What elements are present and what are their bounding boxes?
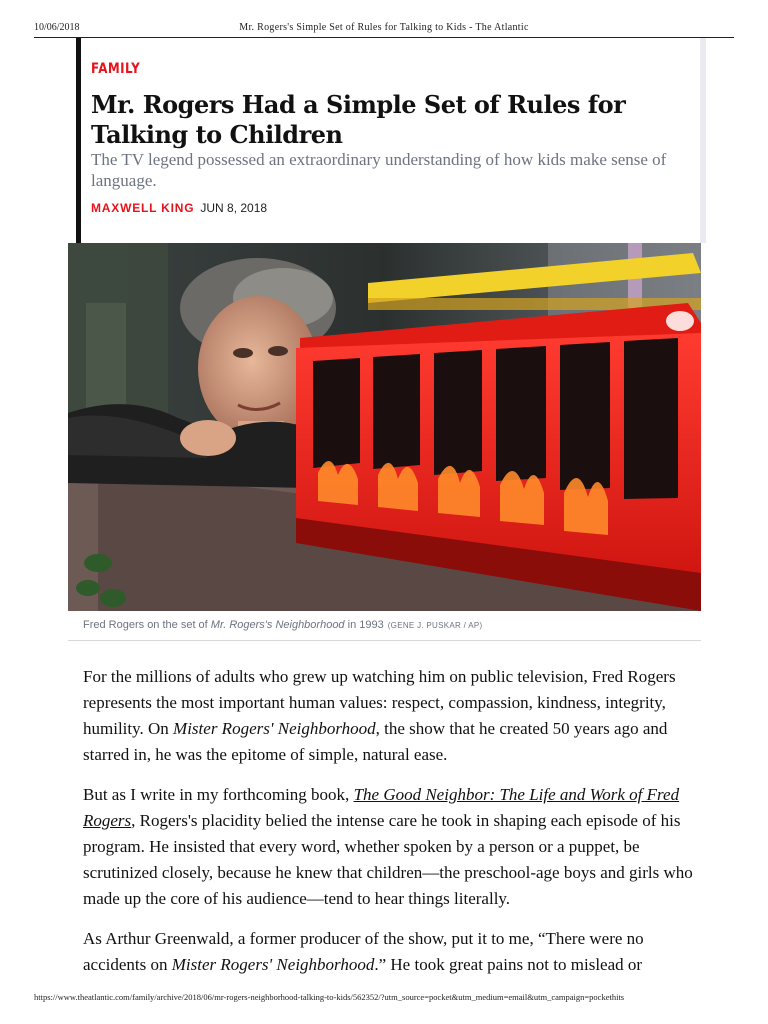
paragraph-2: [83, 782, 693, 912]
caption-suffix: in 1993: [344, 619, 384, 631]
publish-date: JUN 8, 2018: [200, 201, 268, 215]
print-header: [34, 20, 734, 38]
paragraph-1-text-a: For the millions of adults who grew up watching him on public television, Fred Rogers represents the most important human values: respect, compassion, kindness, integrity, humility. On: [83, 667, 676, 738]
author-link[interactable]: MAXWELL KING: [91, 201, 195, 215]
print-date: 10/06/2018: [34, 22, 80, 33]
paragraph-3-text-b: .” He took great pains not to mislead or: [374, 955, 643, 974]
image-caption: [68, 611, 701, 641]
paragraph-1: [83, 664, 693, 768]
byline: [91, 201, 267, 215]
section-link[interactable]: FAMILY: [91, 61, 141, 77]
paragraph-2-text-a: But as I write in my forthcoming book,: [83, 785, 354, 804]
paragraph-2-text-b: , Rogers's placidity belied the intense care he took in shaping each episode of his program. He insisted that every word, whether spoken by a person or a puppet, be scrutinized closely, because he knew that children—the preschool-age boys and girls who made up the core of his audience—tend to hear things literally.: [83, 811, 693, 908]
article-headline: Mr. Rogers Had a Simple Set of Rules for Talking to Children: [91, 90, 626, 149]
print-footer-url: https://www.theatlantic.com/family/archive/2018/06/mr-rogers-neighborhood-talking-to-kids/562352/?utm_source=pocket&utm_medium=email&utm_campaign=pockethits: [34, 992, 625, 1002]
show-title: Mister Rogers' Neighborhood: [171, 955, 375, 974]
article-body: [83, 664, 693, 992]
print-title: Mr. Rogers's Simple Set of Rules for Talking to Kids - The Atlantic: [239, 22, 529, 33]
article-dek: The TV legend possessed an extraordinary understanding of how kids make sense of language.: [91, 150, 667, 190]
hero-photo-illustration: [68, 243, 701, 611]
hero-image: [68, 243, 701, 611]
paragraph-3-text-a: As Arthur Greenwald, a former producer of the show, put it to me, “There were no accidents on: [83, 929, 644, 974]
show-title: Mister Rogers' Neighborhood: [173, 719, 376, 738]
photo-credit: (GENE J. PUSKAR / AP): [387, 621, 483, 630]
paragraph-3: [83, 926, 693, 978]
caption-show-title: Mr. Rogers's Neighborhood: [210, 619, 345, 631]
paragraph-1-text-b: , the show that he created 50 years ago and starred in, he was the epitome of simple, natural ease.: [83, 719, 668, 764]
book-link[interactable]: The Good Neighbor: The Life and Work of Fred Rogers: [83, 785, 680, 830]
article-title-card: [76, 38, 700, 243]
caption-prefix: Fred Rogers on the set of: [83, 619, 211, 631]
